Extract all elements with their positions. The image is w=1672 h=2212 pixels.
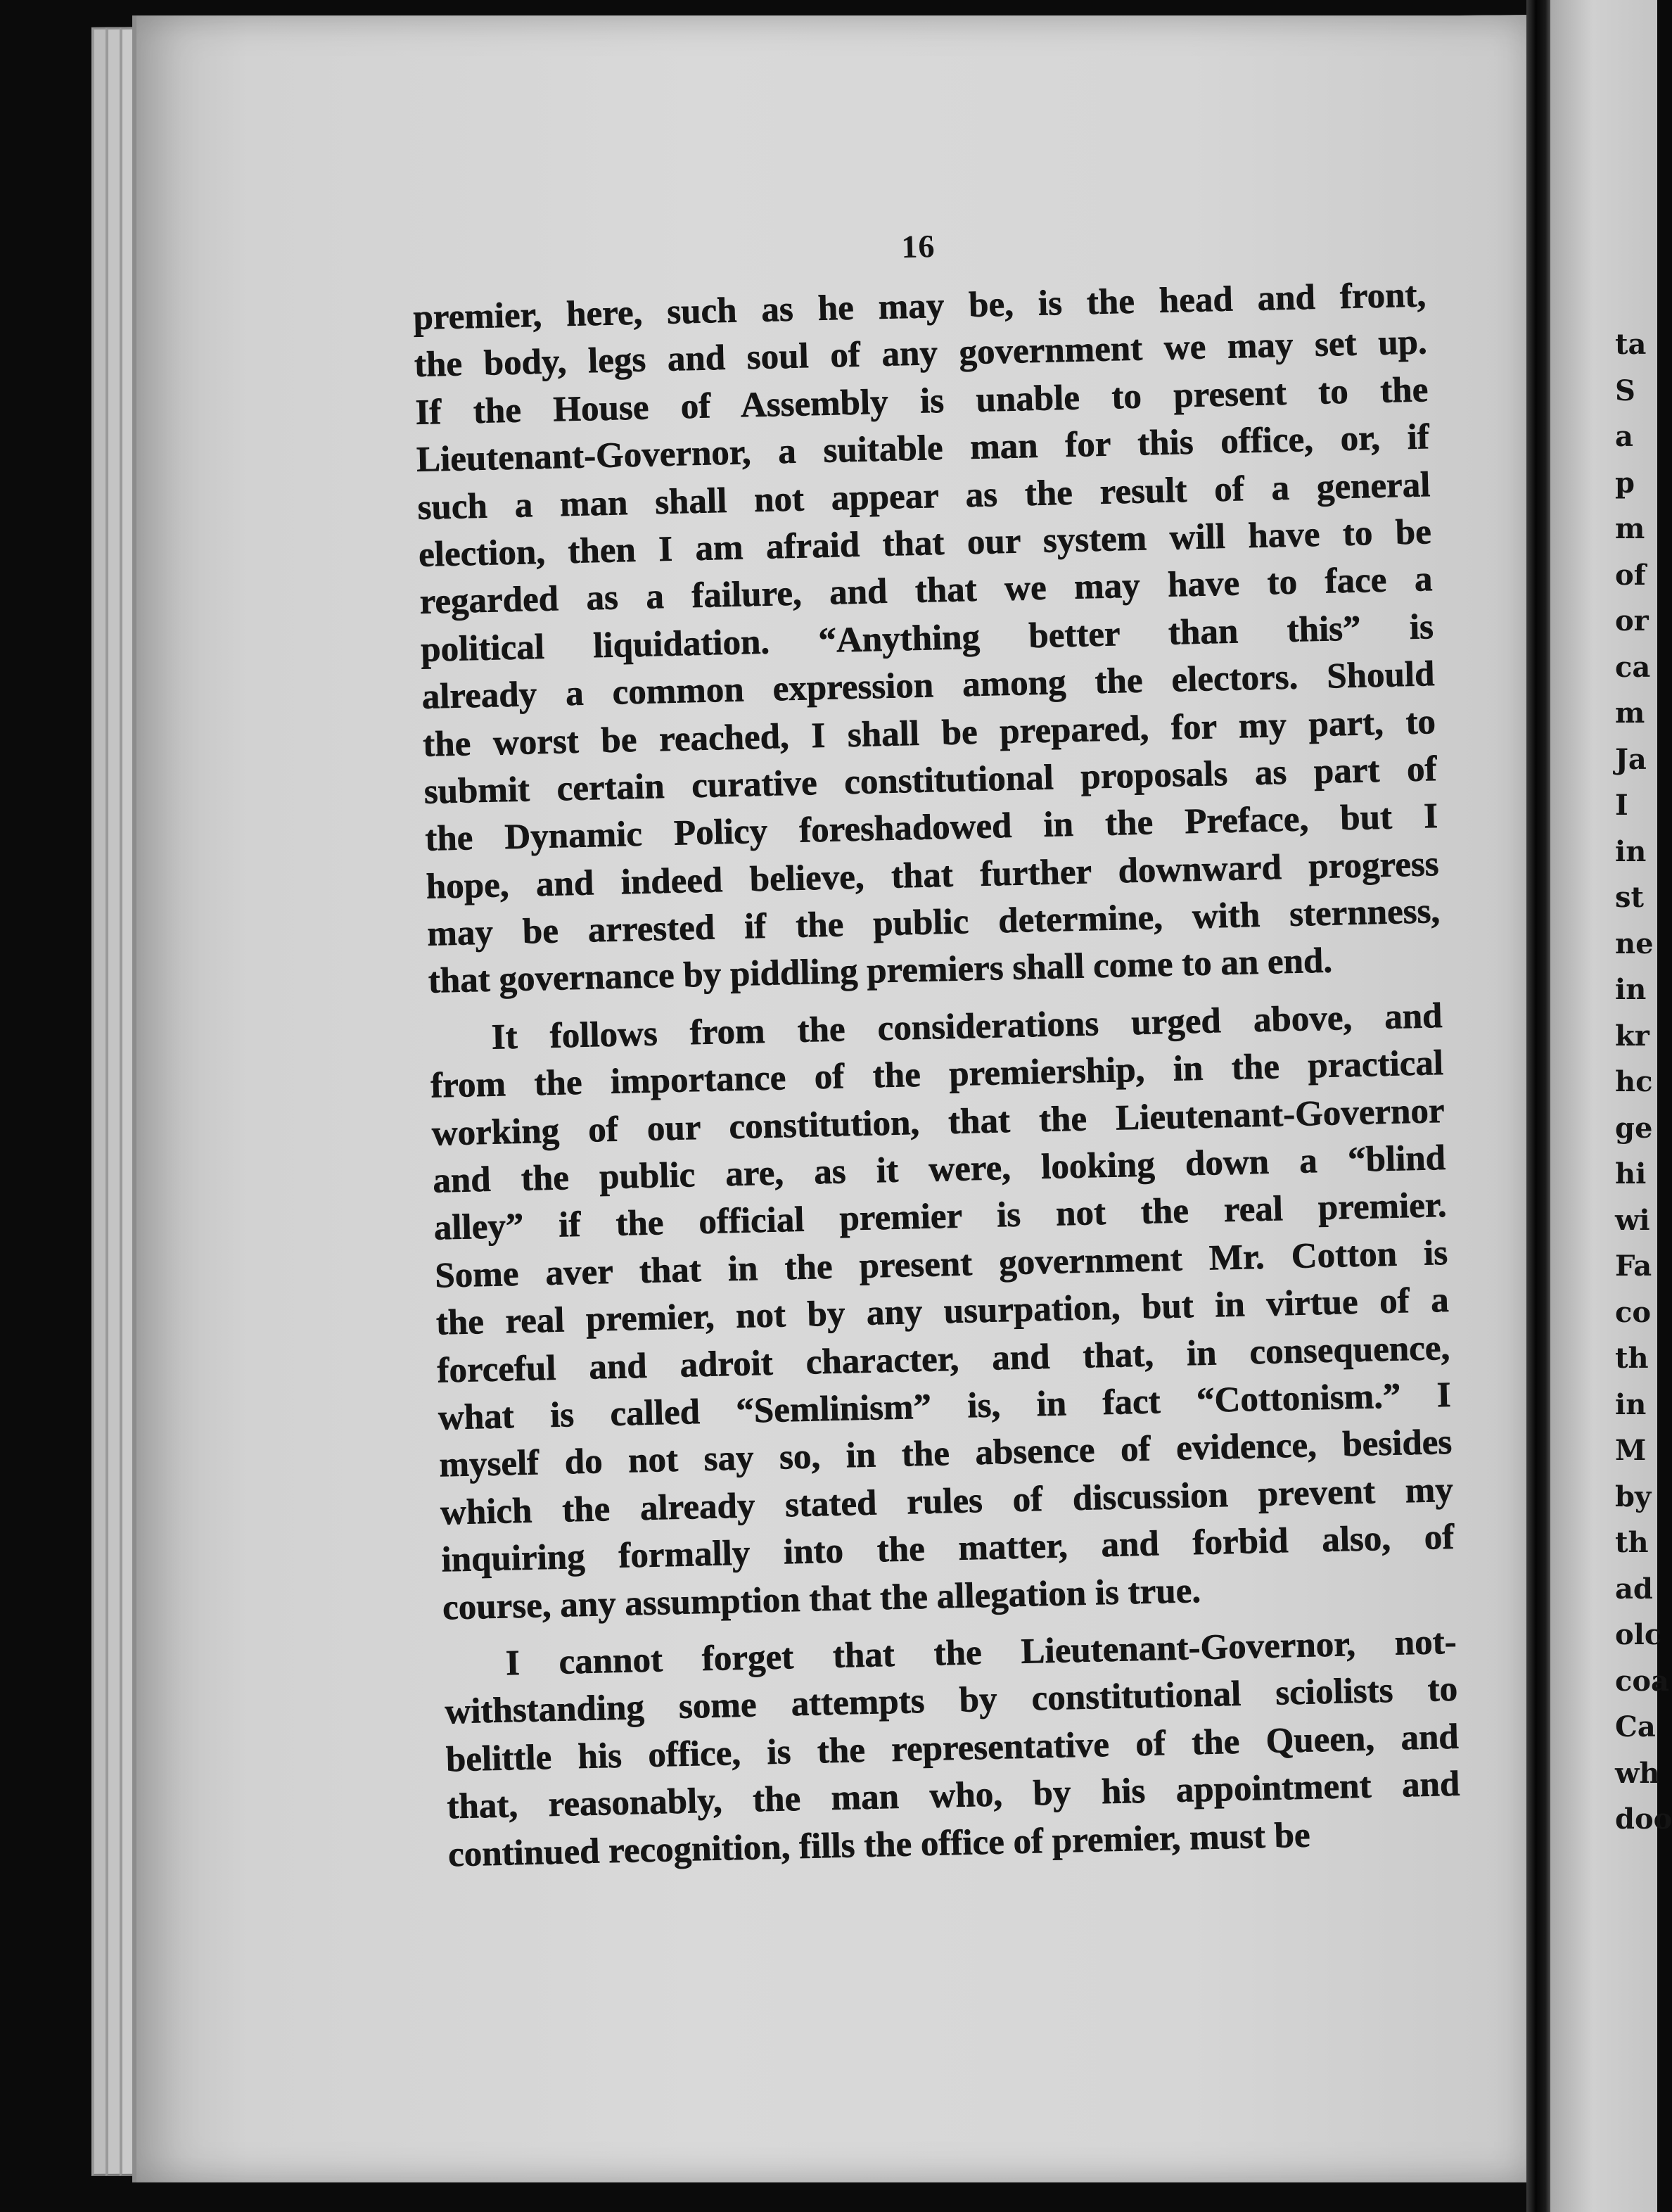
facing-page-fragment: ne — [1615, 927, 1654, 960]
facing-page-fragment: ta — [1615, 328, 1647, 361]
paragraph — [443, 1619, 1461, 1879]
text-line: from the importance of the premiership, in the practical — [430, 1043, 1444, 1106]
text-line: myself do not say so, in the absence of evidence, besides — [438, 1423, 1453, 1485]
text-line: that, reasonably, the man who, by his appointment and — [446, 1764, 1460, 1827]
text-line: which the already stated rules of discussion prevent my — [440, 1470, 1454, 1533]
text-line: I cannot forget that the Lieutenant-Governor, not- — [505, 1622, 1457, 1684]
facing-page-fragment: wh — [1615, 1756, 1660, 1790]
text-line: may be arrested if the public determine, with sternness, — [426, 891, 1441, 954]
facing-page-fragment: in — [1615, 834, 1647, 868]
text-line: belittle his office, is the representative of the Queen, and — [445, 1717, 1460, 1780]
text-line: the worst be reached, I shall be prepared, for my part, to — [422, 701, 1436, 765]
facing-page-fragment: in — [1615, 1387, 1647, 1421]
facing-page-fragment: doo — [1615, 1803, 1672, 1836]
facing-page-fragment: hc — [1615, 1065, 1653, 1098]
facing-page-fragment: th — [1615, 1526, 1649, 1559]
text-line: continued recognition, fills the office of premier, must be — [447, 1815, 1311, 1874]
facing-page-fragment: M — [1615, 1434, 1647, 1467]
text-line: hope, and indeed believe, that further downward progress — [426, 844, 1440, 907]
text-line: course, any assumption that the allegation is true. — [442, 1570, 1201, 1628]
text-line: withstanding some attempts by constitutional sciolists to — [444, 1670, 1458, 1732]
text-line: If the House of Assembly is unable to present to the — [414, 370, 1429, 433]
facing-page-fragment: st — [1615, 881, 1644, 914]
facing-page-fragment: in — [1615, 973, 1647, 1006]
paragraph — [413, 272, 1442, 1005]
text-line: political liquidation. “Anything better than this” is — [420, 606, 1434, 670]
facing-page-fragment: by — [1615, 1480, 1652, 1513]
text-line: It follows from the considerations urged above, and — [491, 996, 1443, 1057]
facing-page-fragment: p — [1615, 466, 1635, 500]
text-line: already a common expression among the electors. Should — [421, 654, 1436, 717]
text-line: the body, legs and soul of any government we may set up. — [414, 322, 1428, 386]
facing-page-fragment: a — [1615, 420, 1633, 453]
page-number: 16 — [900, 228, 936, 265]
facing-page-fragment: coa — [1615, 1664, 1669, 1698]
text-line: the Dynamic Policy foreshadowed in the Preface, but I — [424, 796, 1438, 860]
facing-page-fragment: I — [1615, 789, 1628, 822]
text-line: and the public are, as it were, looking down a “blind — [432, 1138, 1446, 1201]
text-line: alley” if the official premier is not the real premier. — [433, 1186, 1448, 1249]
text-line: submit certain curative constitutional proposals as part of — [423, 749, 1438, 812]
text-line: working of our constitution, that the Lieutenant-Governor — [431, 1091, 1446, 1154]
text-line: such a man shall not appear as the result of a general — [417, 464, 1431, 528]
text-line: regarded as a failure, and that we may have to face a — [419, 559, 1433, 623]
text-line: what is called “Semlinism” is, in fact “Cottonism.” I — [438, 1375, 1452, 1438]
facing-page-fragment: Ca — [1615, 1710, 1656, 1743]
text-line: the real premier, not by any usurpation, but in virtue of a — [435, 1280, 1450, 1343]
paragraphs — [413, 272, 1462, 1879]
text-line: Some aver that in the present government Mr. Cotton is — [434, 1233, 1448, 1296]
text-line: forceful and adroit character, and that, in consequence, — [436, 1328, 1450, 1391]
text-line: premier, here, such as he may be, is the head and front, — [412, 275, 1427, 338]
text-line: Lieutenant-Governor, a suitable man for this office, or, if — [416, 417, 1430, 481]
page-text-block — [411, 216, 1462, 1879]
facing-page-fragment: hi — [1615, 1157, 1647, 1190]
facing-page-fragment: of — [1615, 558, 1646, 592]
facing-page-fragment: th — [1615, 1342, 1649, 1375]
text-line: inquiring formally into the matter, and forbid also, of — [440, 1518, 1455, 1580]
book-gutter — [1526, 0, 1550, 2212]
facing-page-fragment: ad — [1615, 1572, 1653, 1606]
facing-page-fragment: wi — [1615, 1203, 1650, 1237]
facing-page-fragment: m — [1615, 512, 1645, 545]
facing-page-fragment: S — [1615, 374, 1635, 407]
facing-page-fragment: co — [1615, 1295, 1652, 1329]
text-line: election, then I am afraid that our system will have to be — [418, 512, 1432, 575]
facing-page-fragment: m — [1615, 697, 1645, 730]
facing-page-fragment: Ja — [1615, 742, 1647, 776]
facing-page-fragment: Fa — [1615, 1250, 1652, 1283]
paragraph — [429, 993, 1456, 1632]
facing-page-fragment: ge — [1615, 1111, 1653, 1145]
text-line: that governance by piddling premiers shall come to an end. — [428, 941, 1333, 1002]
facing-page — [1550, 0, 1672, 2212]
facing-page-fragment: olc — [1615, 1618, 1662, 1651]
facing-page-fragment: kr — [1615, 1019, 1649, 1053]
facing-page-fragment: ca — [1615, 650, 1651, 684]
facing-page-fragment: or — [1615, 604, 1649, 637]
